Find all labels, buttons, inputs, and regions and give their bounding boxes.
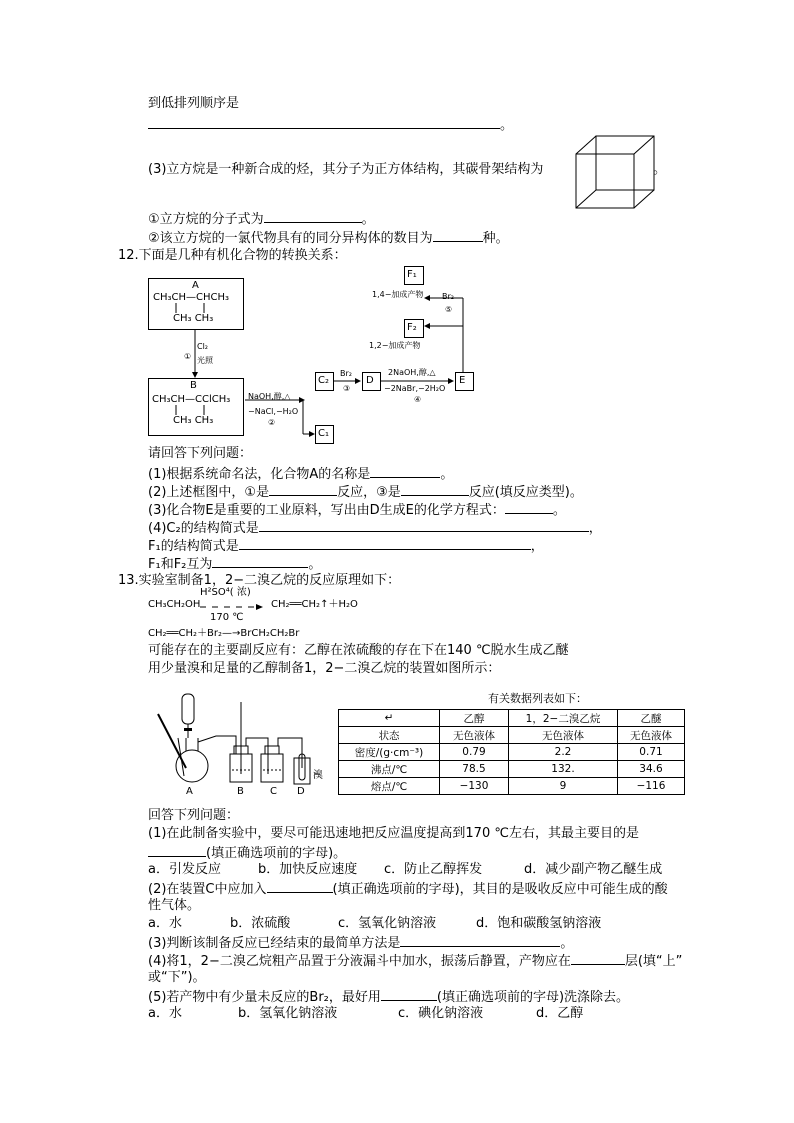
table-cell: 9 — [509, 778, 618, 795]
option[interactable]: c．防止乙醇挥发 — [384, 862, 483, 877]
answer-blank[interactable] — [401, 483, 469, 496]
option[interactable]: d．饱和碳酸氢钠溶液 — [476, 916, 602, 931]
option[interactable]: a．引发反应 — [148, 862, 221, 877]
answer-blank[interactable] — [400, 934, 560, 947]
apparatus-label-B: B — [237, 786, 244, 797]
answer-blank[interactable] — [571, 952, 625, 965]
table-cell: 无色液体 — [618, 727, 685, 744]
compound-A-substituents: CH₃ CH₃ — [173, 313, 214, 324]
option[interactable]: a．水 — [148, 916, 182, 931]
table-cell: −130 — [440, 778, 509, 795]
F2-note: 1,2−加成产物 — [369, 341, 421, 350]
answer-blank[interactable] — [148, 844, 206, 857]
step2-byproduct: −NaCl,−H₂O — [248, 407, 299, 416]
q12-q4b: F₁的结构简式是 ， — [148, 539, 544, 554]
table-cell: 熔点/℃ — [339, 778, 440, 795]
answer-blank[interactable] — [433, 229, 483, 242]
q13-p1b: (填正确选项前的字母)。 — [148, 844, 346, 862]
table-cell: 34.6 — [618, 761, 685, 778]
q12-q4c: F₁和F₂互为 。 — [148, 557, 322, 572]
q13-prompt: 回答下列问题： — [148, 808, 240, 823]
q11-part3-end: 。 — [653, 162, 667, 177]
answer-blank[interactable] — [239, 537, 531, 550]
table-cell: 沸点/℃ — [339, 761, 440, 778]
answer-blank[interactable] — [505, 501, 553, 514]
step1-condition: 光照 — [197, 356, 213, 365]
q13-side2: 用少量溴和足量的乙醇制备1，2−二溴乙烷的装置如图所示： — [148, 661, 501, 676]
option[interactable]: c．氢氧化钠溶液 — [338, 916, 437, 931]
step4-number: ④ — [414, 395, 422, 404]
step1-reagent: Cl₂ — [197, 342, 209, 351]
compound-E: E — [459, 375, 466, 386]
table-cell: −116 — [618, 778, 685, 795]
step2-number: ② — [268, 418, 276, 427]
step2-reagent: NaOH,醇,△ — [248, 392, 291, 401]
properties-table — [338, 709, 685, 795]
option[interactable]: b．浓硫酸 — [230, 916, 291, 931]
step4-byproduct: −2NaBr,−2H₂O — [384, 384, 446, 393]
cube-skeleton-figure — [574, 134, 658, 210]
table-cell: 132. — [509, 761, 618, 778]
compound-B-formula: CH₃CH—CClCH₃ — [152, 394, 231, 405]
table-header: 乙醚 — [618, 710, 685, 727]
q11-order-line: 。 — [148, 116, 513, 134]
table-cell: 2.2 — [509, 744, 618, 761]
step4-reagent: 2NaOH,醇,△ — [388, 368, 436, 377]
apparatus-figure — [156, 688, 334, 796]
eq1-left: CH₃CH₂OH — [148, 599, 201, 610]
q11-sub1: ①立方烷的分子式为 。 — [148, 212, 375, 227]
q13-p5: (5)若产物中有少量未反应的Br₂，最好用 (填正确选项前的字母)洗涤除去。 — [148, 990, 630, 1005]
q13-p1a: (1)在此制备实验中，要尽可能迅速地把反应温度提高到170 ℃左右，其最主要目的是 — [148, 826, 639, 841]
table-cell: 状态 — [339, 727, 440, 744]
compound-C2: C₂ — [318, 375, 329, 386]
apparatus-label-D: D — [297, 786, 305, 797]
compound-A-label: A — [192, 280, 199, 291]
q12-q4: (4)C₂的结构简式是 ， — [148, 521, 602, 536]
table-row — [339, 778, 685, 795]
answer-blank[interactable] — [267, 880, 333, 893]
q13-p2: (2)在装置C中应加入 (填正确选项前的字母)，其目的是吸收反应中可能生成的酸 — [148, 882, 668, 897]
step3-number: ③ — [343, 384, 351, 393]
table-row — [339, 744, 685, 761]
q13-p2-options — [148, 916, 601, 932]
q12-q1: (1)根据系统命名法，化合物A的名称是 。 — [148, 467, 454, 482]
option[interactable]: b．加快反应速度 — [258, 862, 358, 877]
eq1-condition-bottom: 170 ℃ — [210, 612, 244, 623]
table-header: 1，2−二溴乙烷 — [509, 710, 618, 727]
F1-note: 1,4−加成产物 — [372, 290, 424, 299]
table-caption: 有关数据列表如下： — [488, 692, 587, 705]
eq1-arrow — [198, 602, 266, 612]
eq1-right: CH₂══CH₂↑＋H₂O — [271, 599, 358, 610]
table-cell: 密度/(g·cm⁻³) — [339, 744, 440, 761]
q13-stem: 13.实验室制备1，2−二溴乙烷的反应原理如下： — [118, 573, 401, 588]
compound-D: D — [366, 375, 374, 386]
table-cell: 0.71 — [618, 744, 685, 761]
q11-part3: (3)立方烷是一种新合成的烃，其分子为正方体结构，其碳骨架结构为 — [148, 162, 544, 177]
step5-number: ⑤ — [445, 305, 453, 314]
apparatus-label-C: C — [270, 786, 277, 797]
q12-prompt: 请回答下列问题： — [148, 446, 253, 461]
q13-side1: 可能存在的主要副反应有：乙醇在浓硫酸的存在下在140 ℃脱水生成乙醚 — [148, 643, 569, 658]
answer-blank[interactable] — [370, 465, 440, 478]
answer-blank[interactable] — [381, 988, 437, 1001]
q13-p2c: 性气体。 — [148, 898, 201, 913]
table-cell: 无色液体 — [440, 727, 509, 744]
option[interactable]: a．水 — [148, 1006, 182, 1021]
q13-p5-options — [148, 1006, 583, 1022]
q12-q3: (3)化合物E是重要的工业原料，写出由D生成E的化学方程式： 。 — [148, 503, 566, 518]
table-header: 乙醇 — [440, 710, 509, 727]
compound-A-formula: CH₃CH—CHCH₃ — [153, 292, 230, 303]
table-header-row — [339, 710, 685, 727]
step1-number: ① — [184, 352, 192, 361]
option[interactable]: b．氢氧化钠溶液 — [238, 1006, 338, 1021]
q11-sub2: ②该立方烷的一氯代物具有的同分异构体的数目为 种。 — [148, 231, 509, 246]
compound-F1: F₁ — [407, 269, 417, 280]
eq2: CH₂══CH₂＋Br₂—→BrCH₂CH₂Br — [148, 628, 300, 639]
eq1-condition-top: H²SO⁴( 浓) — [200, 587, 251, 598]
answer-blank[interactable] — [212, 555, 308, 568]
answer-blank[interactable] — [148, 116, 500, 129]
table-header: ↵ — [339, 710, 440, 727]
q11-order-text: 到低排列顺序是 — [148, 96, 240, 111]
step5-reagent: Br₂ — [442, 292, 454, 301]
answer-blank[interactable] — [264, 210, 362, 223]
option[interactable]: d．乙醇 — [536, 1006, 584, 1021]
table-cell: 78.5 — [440, 761, 509, 778]
q13-p4c: 或“下”)。 — [148, 970, 206, 985]
table-cell: 无色液体 — [509, 727, 618, 744]
option[interactable]: d．减少副产物乙醚生成 — [524, 862, 663, 877]
table-row — [339, 761, 685, 778]
compound-B-label: B — [190, 380, 197, 391]
compound-C1: C₁ — [318, 428, 329, 439]
table-row — [339, 727, 685, 744]
compound-F2: F₂ — [407, 322, 417, 333]
answer-blank[interactable] — [259, 519, 589, 532]
step3-reagent: Br₂ — [340, 369, 352, 378]
q13-p4: (4)将1，2−二溴乙烷粗产品置于分液漏斗中加水，振荡后静置，产物应在 层(填“上” — [148, 954, 683, 969]
q13-p1-options — [148, 862, 662, 878]
table-cell: 0.79 — [440, 744, 509, 761]
answer-blank[interactable] — [269, 483, 337, 496]
q13-p3: (3)判断该制备反应已经结束的最简单方法是 。 — [148, 936, 574, 951]
q12-q2: (2)上述框图中，①是 反应，③是 反应(填反应类型)。 — [148, 485, 583, 500]
apparatus-label-A: A — [186, 786, 193, 797]
compound-B-substituents: CH₃ CH₃ — [173, 415, 214, 426]
apparatus-label-bromine: 溴 — [313, 770, 323, 781]
option[interactable]: c．碘化钠溶液 — [398, 1006, 484, 1021]
q12-stem: 12.下面是几种有机化合物的转换关系： — [118, 248, 347, 263]
